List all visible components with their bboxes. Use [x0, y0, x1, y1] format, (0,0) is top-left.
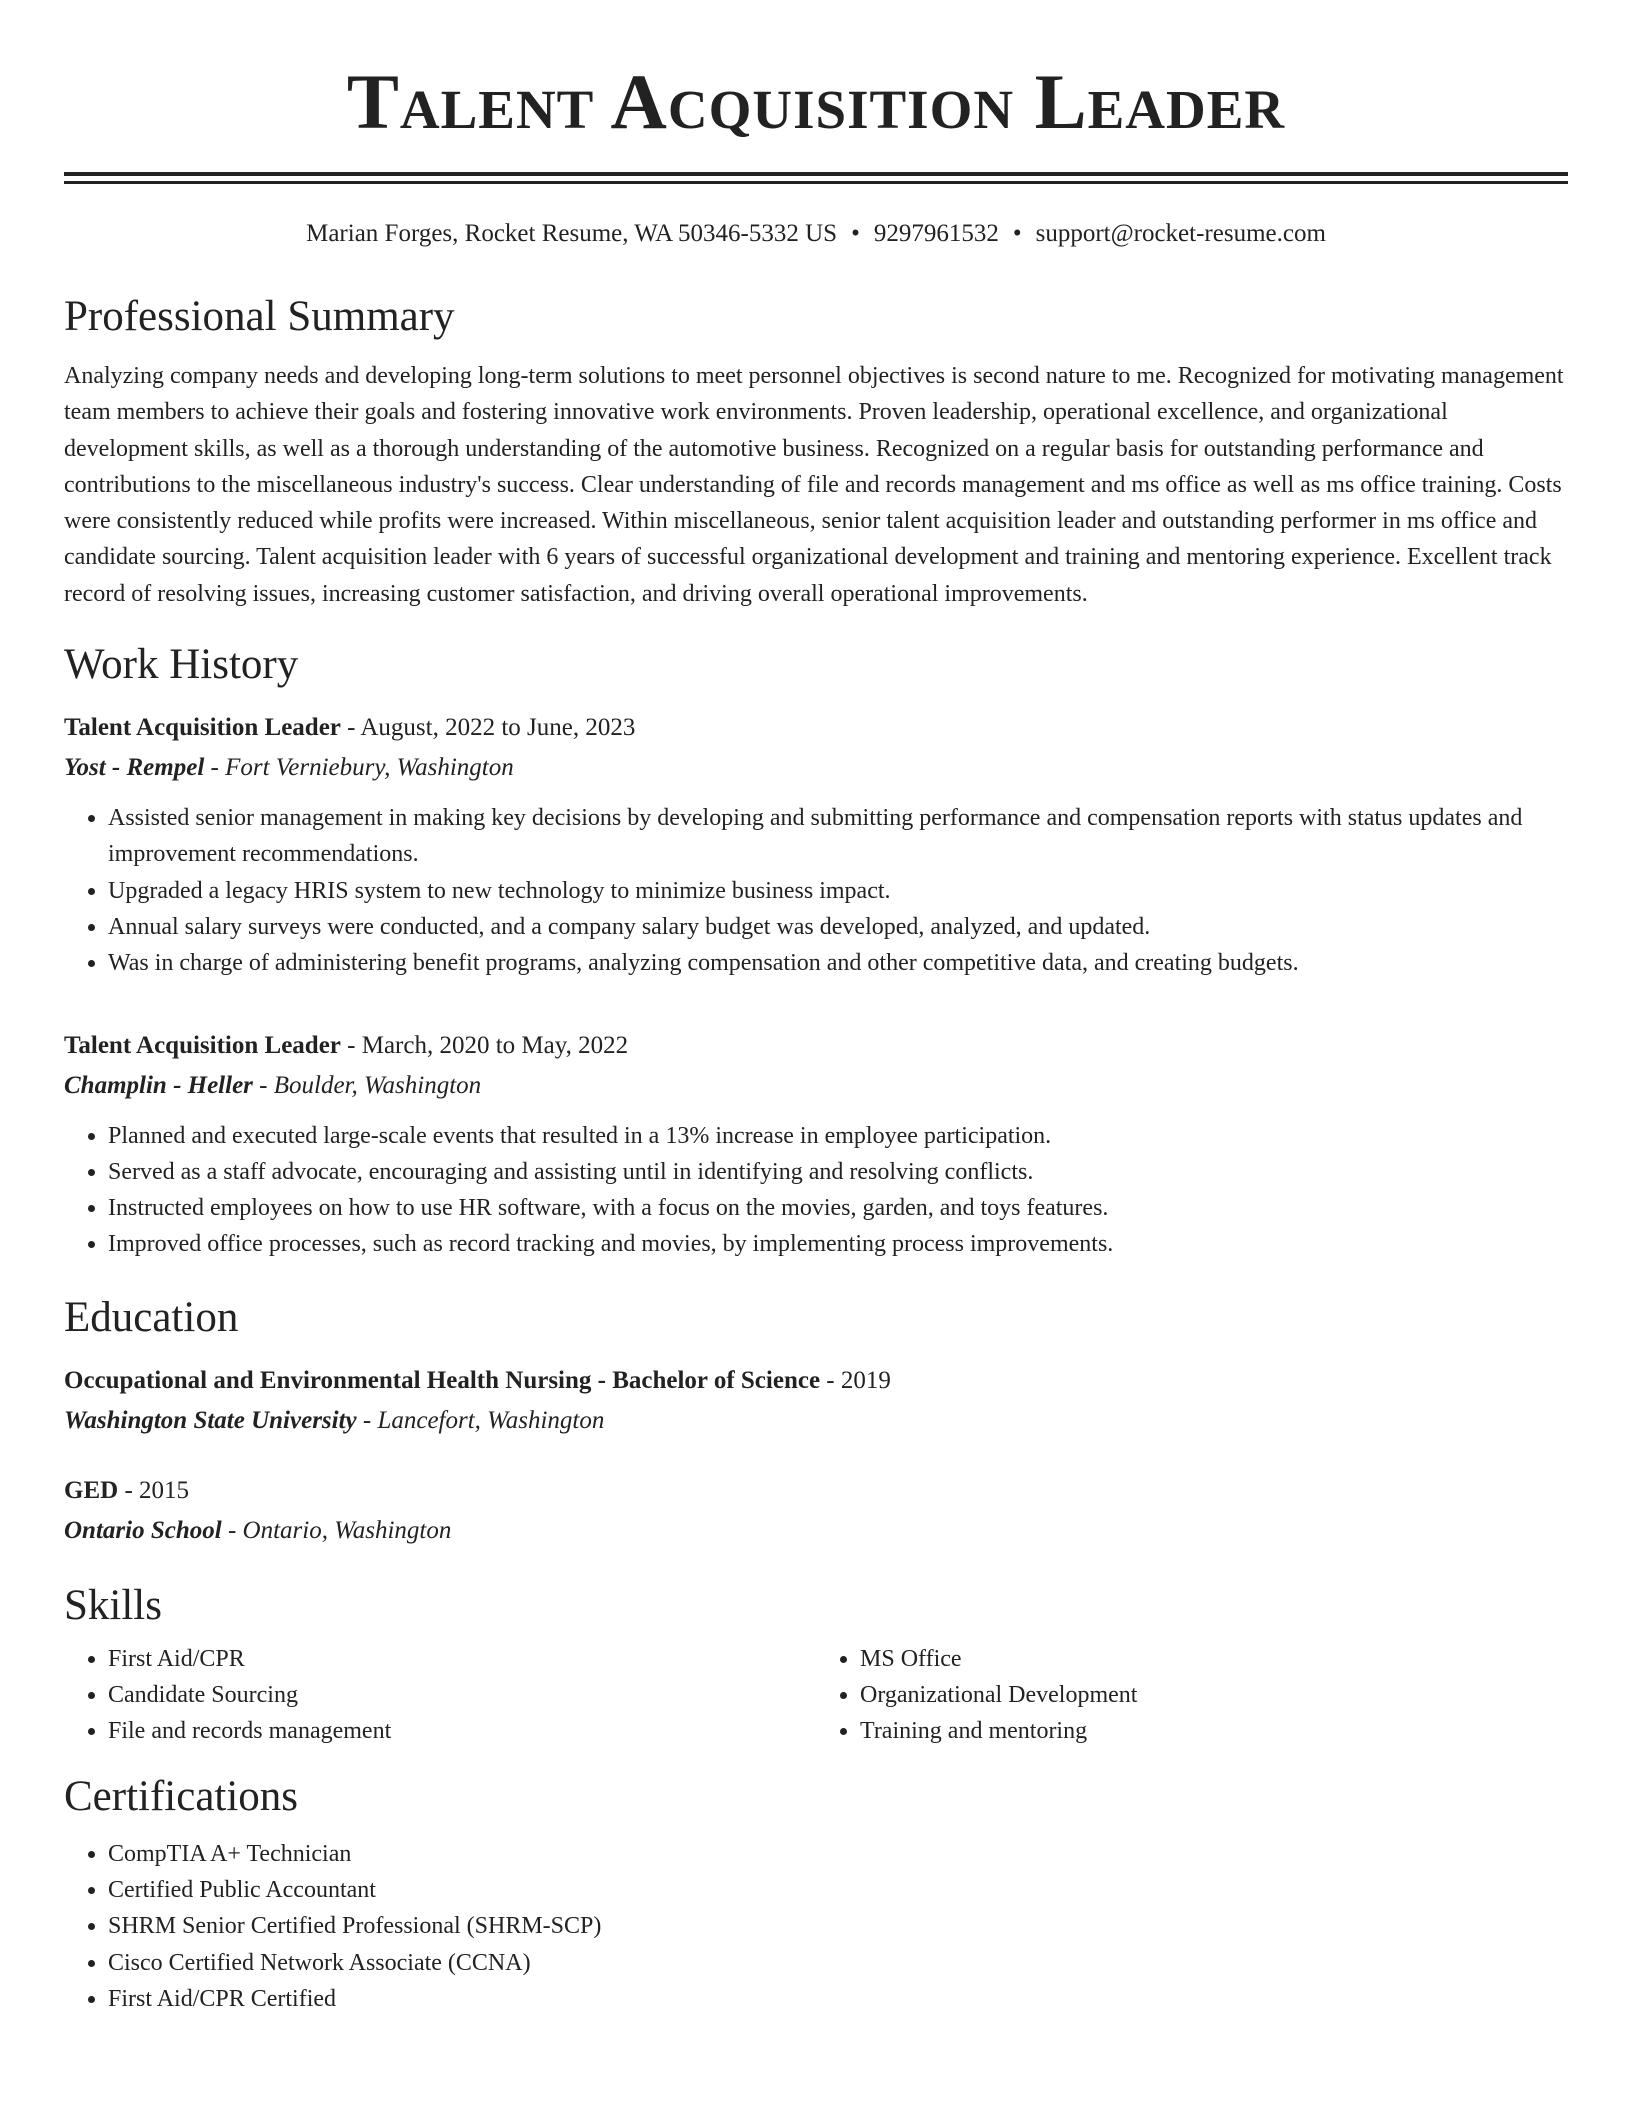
job-bullet: • Instructed employees on how to use HR software, with a focus on the movies, garden, and toys features.: [108, 1190, 1568, 1226]
job-bullet: • Upgraded a legacy HRIS system to new technology to minimize business impact.: [108, 873, 1568, 909]
school-line: [64, 1511, 1568, 1551]
skill-item: • Candidate Sourcing: [108, 1677, 816, 1713]
job-title-line: [64, 708, 1568, 748]
skills-section: [64, 1579, 1568, 1750]
contact-separator: •: [851, 220, 860, 247]
job-company: Champlin - Heller: [64, 1071, 253, 1099]
certification-item: • Certified Public Accountant: [108, 1872, 1568, 1908]
contact-separator: •: [1012, 220, 1022, 247]
degree-year: - 2015: [118, 1476, 190, 1504]
education-entry: [64, 1361, 1568, 1441]
professional-summary-section: [64, 290, 1568, 612]
summary-text: Analyzing company needs and developing long-term solutions to meet personnel objectives is second nature to me. Recognized for motivating management team members to achieve their goals and fostering innovative work environments. Proven leadership, operational excellence, and organizational development skills, as well as a thorough understanding of the automotive business. Recognized on a regular basis for outstanding performance and contributions to the miscellaneous industry's success. Clear understanding of file and records management and ms office as well as ms office training. Costs were consistently reduced while profits were increased. Within miscellaneous, senior talent acquisition leader and outstanding performer in ms office and candidate sourcing. Talent acquisition leader with 6 years of successful organizational development and training and mentoring experience. Excellent track record of resolving issues, increasing customer satisfaction, and driving overall operational improvements.: [64, 363, 1564, 607]
job-bullet: • Assisted senior management in making key decisions by developing and submitting performance and compensation reports with status updates and improvement recommendations.: [108, 800, 1568, 873]
job-bullet: • Served as a staff advocate, encouraging and assisting until in identifying and resolving conflicts.: [108, 1154, 1568, 1190]
job-location: - Boulder, Washington: [252, 1071, 482, 1099]
skill-item: • First Aid/CPR: [108, 1641, 816, 1677]
job-bullet: • Improved office processes, such as record tracking and movies, by implementing process improvements.: [108, 1226, 1568, 1262]
degree-year: - 2019: [820, 1366, 891, 1394]
school-name: Ontario School: [64, 1516, 222, 1544]
certification-item: • Cisco Certified Network Associate (CCNA): [108, 1945, 1568, 1981]
skill-item: • Organizational Development: [860, 1677, 1568, 1713]
school-name: Washington State University: [64, 1406, 357, 1434]
job-bullet: • Was in charge of administering benefit programs, analyzing compensation and other competitive data, and creating budgets.: [108, 945, 1568, 981]
degree-name: Occupational and Environmental Health Nursing - Bachelor of Science: [64, 1366, 821, 1394]
certifications-section: [64, 1770, 1568, 2017]
job-bullets: [64, 800, 1568, 981]
school-location: - Ontario, Washington: [221, 1516, 452, 1544]
skill-item: • File and records management: [108, 1713, 816, 1749]
contact-phone: 9297961532: [873, 220, 999, 247]
job-title-line: [64, 1026, 1568, 1066]
title-divider-thin: [64, 181, 1568, 184]
certification-item: • CompTIA A+ Technician: [108, 1836, 1568, 1872]
section-heading-work: Work History: [64, 641, 299, 689]
job-company-line: [64, 748, 1568, 788]
job-title: Talent Acquisition Leader: [64, 1031, 341, 1059]
job-dates: - March, 2020 to May, 2022: [340, 1031, 629, 1059]
contact-line: [64, 218, 1568, 250]
school-line: [64, 1401, 1568, 1441]
job-dates: - August, 2022 to June, 2023: [340, 714, 636, 742]
skills-columns: [64, 1641, 1568, 1750]
job-company-line: [64, 1066, 1568, 1106]
section-heading-education: Education: [64, 1293, 239, 1341]
job-bullet: • Annual salary surveys were conducted, and a company salary budget was developed, analyzed, and updated.: [108, 909, 1568, 945]
work-history-section: [64, 638, 1568, 1263]
certification-item: • First Aid/CPR Certified: [108, 1981, 1568, 2017]
job-title: Talent Acquisition Leader: [64, 714, 341, 742]
skill-item: • MS Office: [860, 1641, 1568, 1677]
skill-item: • Training and mentoring: [860, 1713, 1568, 1749]
job-bullets: [64, 1118, 1568, 1263]
skills-list-left: [64, 1641, 816, 1750]
degree-line: [64, 1471, 1568, 1511]
education-section: [64, 1291, 1568, 1551]
certifications-list: [64, 1836, 1568, 2017]
job-entry: [64, 708, 1568, 981]
job-company: Yost - Rempel: [64, 754, 205, 782]
job-location: - Fort Verniebury, Washington: [204, 754, 514, 782]
title-divider-thick: [64, 172, 1568, 176]
certification-item: • SHRM Senior Certified Professional (SHRM-SCP): [108, 1908, 1568, 1944]
degree-name: GED: [64, 1476, 119, 1504]
contact-address: Marian Forges, Rocket Resume, WA 50346-5332 US: [306, 220, 838, 247]
contact-email: support@rocket-resume.com: [1035, 220, 1326, 247]
job-bullet: • Planned and executed large-scale events that resulted in a 13% increase in employee participation.: [108, 1118, 1568, 1154]
section-heading-certifications: Certifications: [64, 1772, 299, 1820]
school-location: - Lancefort, Washington: [356, 1406, 605, 1434]
section-heading-summary: Professional Summary: [64, 293, 455, 340]
education-entry: [64, 1471, 1568, 1551]
skills-list-right: [816, 1641, 1568, 1750]
resume-title: Talent Acquisition Leader: [346, 58, 1286, 145]
degree-line: [64, 1361, 1568, 1401]
job-entry: [64, 1026, 1568, 1263]
section-heading-skills: Skills: [64, 1581, 162, 1629]
